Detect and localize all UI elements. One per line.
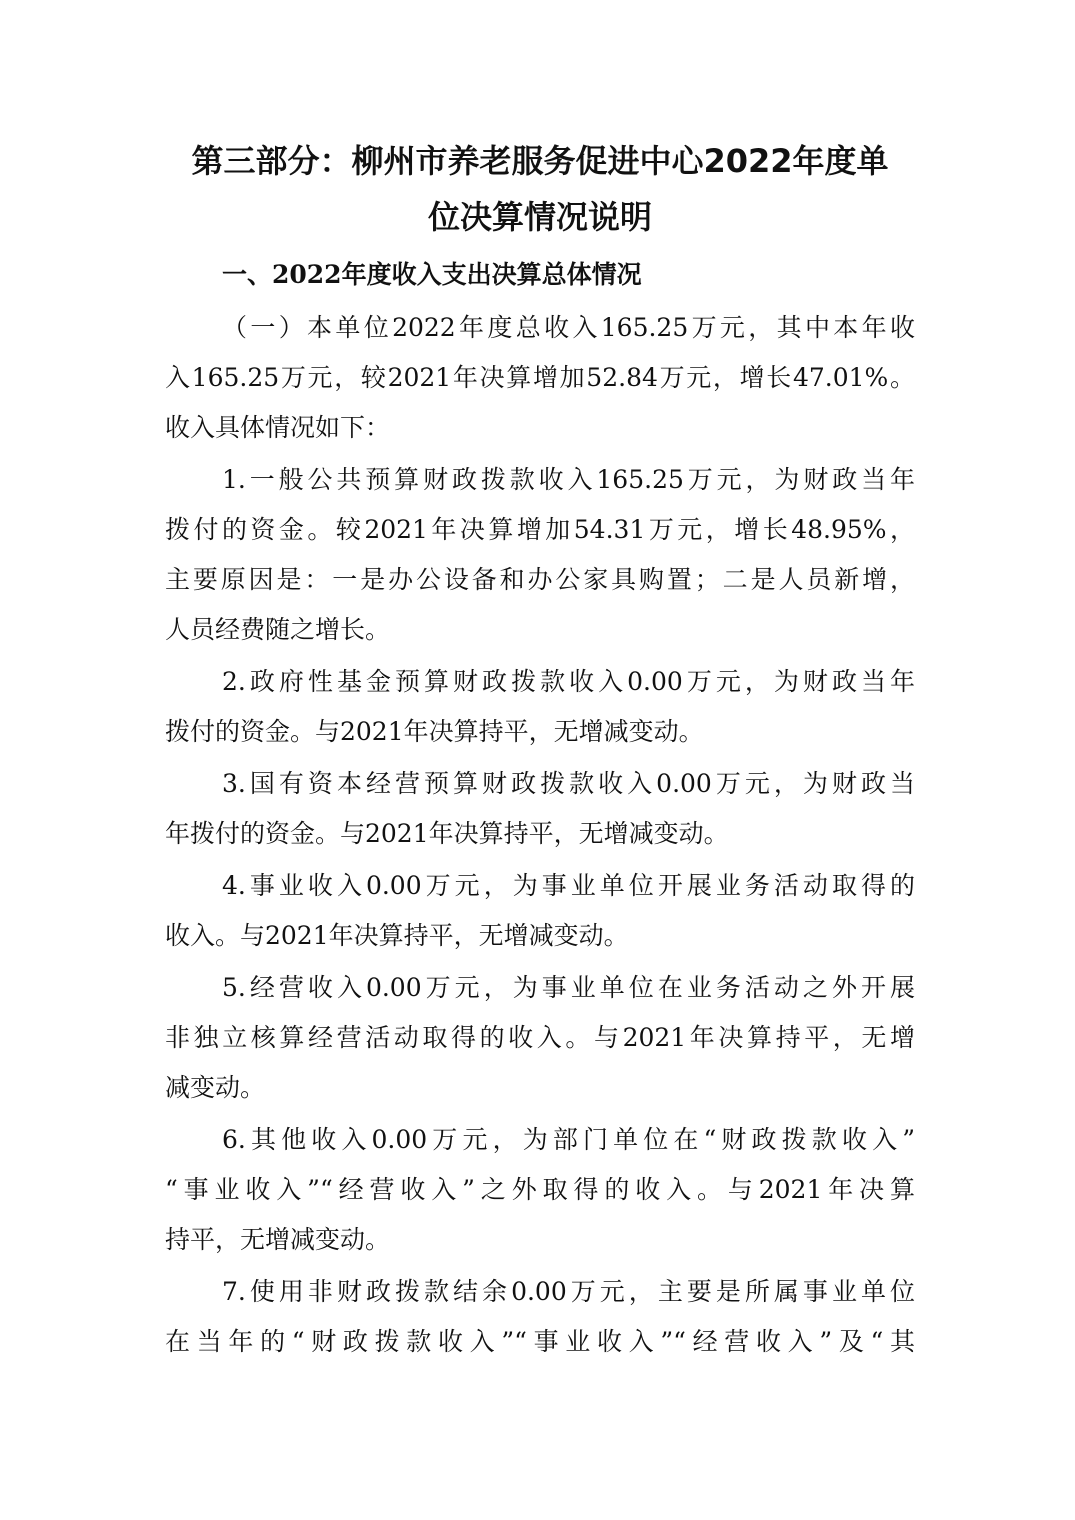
paragraph-line: （一）本单位2022年度总收入165.25万元，其中本年收 bbox=[222, 313, 915, 342]
document-title-line-2: 位决算情况说明 bbox=[427, 198, 652, 236]
paragraph-line: 1.一般公共预算财政拨款收入165.25万元，为财政当年 bbox=[222, 465, 915, 494]
paragraph-line: 拨付的资金。与2021年决算持平，无增减变动。 bbox=[165, 717, 704, 746]
paragraph-line: 收入。与2021年决算持平，无增减变动。 bbox=[165, 921, 629, 950]
paragraph-line: 主要原因是：一是办公设备和办公家具购置；二是人员新增， bbox=[165, 565, 915, 594]
paragraph-line: 5.经营收入0.00万元，为事业单位在业务活动之外开展 bbox=[222, 973, 915, 1002]
section-heading: 一、2022年度收入支出决算总体情况 bbox=[222, 260, 642, 289]
paragraph-line: 拨付的资金。较2021年决算增加54.31万元，增长48.95%， bbox=[165, 515, 915, 544]
document-title-line-1: 第三部分：柳州市养老服务促进中心2022年度单 bbox=[191, 142, 889, 180]
paragraph-line: 在当年的“财政拨款收入”“事业收入”“经营收入”及“其 bbox=[165, 1327, 915, 1356]
paragraph-line: 非独立核算经营活动取得的收入。与2021年决算持平，无增 bbox=[165, 1023, 915, 1052]
paragraph-line: 收入具体情况如下： bbox=[165, 413, 391, 442]
paragraph-line: 7.使用非财政拨款结余0.00万元，主要是所属事业单位 bbox=[222, 1277, 915, 1306]
paragraph-line: 年拨付的资金。与2021年决算持平，无增减变动。 bbox=[165, 819, 729, 848]
paragraph-line: 4.事业收入0.00万元，为事业单位开展业务活动取得的 bbox=[222, 871, 915, 900]
paragraph-line: “事业收入”“经营收入”之外取得的收入。与2021年决算 bbox=[165, 1175, 915, 1204]
paragraph-line: 人员经费随之增长。 bbox=[165, 615, 391, 644]
paragraph-line: 减变动。 bbox=[165, 1073, 266, 1102]
paragraph-line: 6.其他收入0.00万元，为部门单位在“财政拨款收入” bbox=[222, 1125, 915, 1154]
paragraph-line: 入165.25万元，较2021年决算增加52.84万元，增长47.01%。 bbox=[165, 363, 915, 392]
paragraph-line: 持平，无增减变动。 bbox=[165, 1225, 391, 1254]
paragraph-line: 3.国有资本经营预算财政拨款收入0.00万元，为财政当 bbox=[222, 769, 915, 798]
paragraph-line: 2.政府性基金预算财政拨款收入0.00万元，为财政当年 bbox=[222, 667, 915, 696]
